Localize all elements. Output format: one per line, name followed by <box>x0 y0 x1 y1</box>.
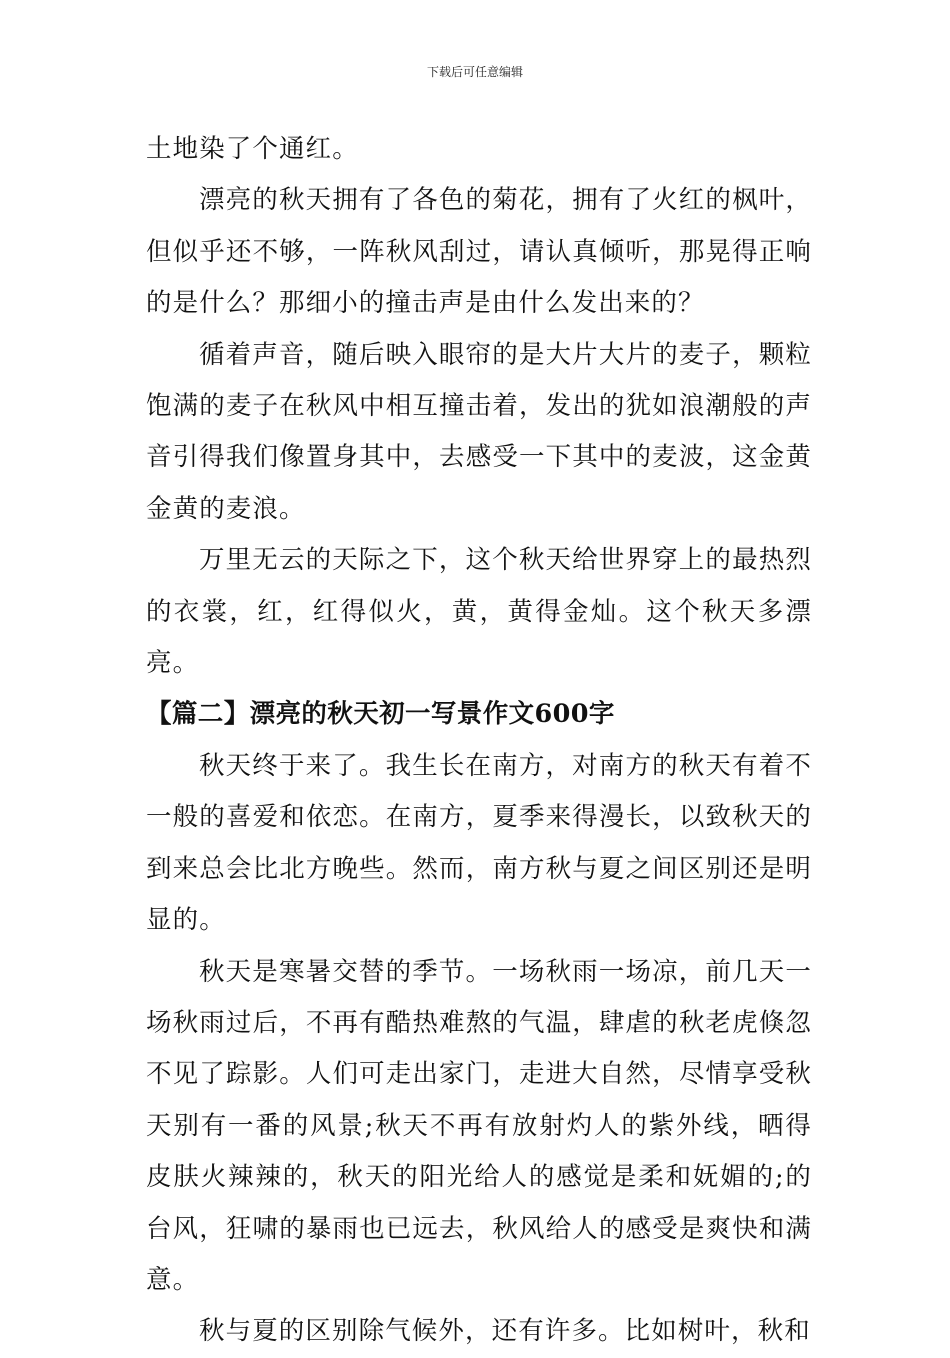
section-heading: 【篇二】漂亮的秋天初一写景作文600字 <box>146 699 615 730</box>
paragraph-truncated: 秋与夏的区别除气候外，还有许多。比如树叶，秋和 <box>199 1316 811 1347</box>
paragraph: 循着声音，随后映入眼帘的是大片大片的麦子，颗粒饱满的麦子在秋风中相互撞击着，发出的犹如浪潮般的声音引得我们像置身其中，去感受一下其中的麦波，这金黄金黄的麦浪。 <box>146 339 812 524</box>
paragraph: 漂亮的秋天拥有了各色的菊花，拥有了火红的枫叶，但似乎还不够，一阵秋风刮过，请认真倾听，那晃得正响的是什么？那细小的撞击声是由什么发出来的？ <box>146 185 812 319</box>
paragraph: 秋天是寒暑交替的季节。一场秋雨一场凉，前几天一场秋雨过后，不再有酷热难熬的气温，肆虐的秋老虎倏忽不见了踪影。人们可走出家门，走进大自然，尽情享受秋天别有一番的风景;秋天不再有放射灼人的紫外线，晒得皮肤火辣辣的，秋天的阳光给人的感觉是柔和妩媚的;的台风，狂啸的暴雨也已远去，秋风给人的感受是爽快和满意。 <box>146 956 812 1295</box>
paragraph-continued: 土地染了个通红。 <box>146 134 359 164</box>
paragraph: 万里无云的天际之下，这个秋天给世界穿上的最热烈的衣裳，红，红得似火，黄，黄得金灿。这个秋天多漂亮。 <box>146 545 812 679</box>
page-header: 下载后可任意编辑 <box>426 65 523 79</box>
paragraph: 秋天终于来了。我生长在南方，对南方的秋天有着不一般的喜爱和依恋。在南方，夏季来得漫长，以致秋天的到来总会比北方晚些。然而，南方秋与夏之间区别还是明显的。 <box>146 750 812 936</box>
document-body <box>146 124 812 1358</box>
